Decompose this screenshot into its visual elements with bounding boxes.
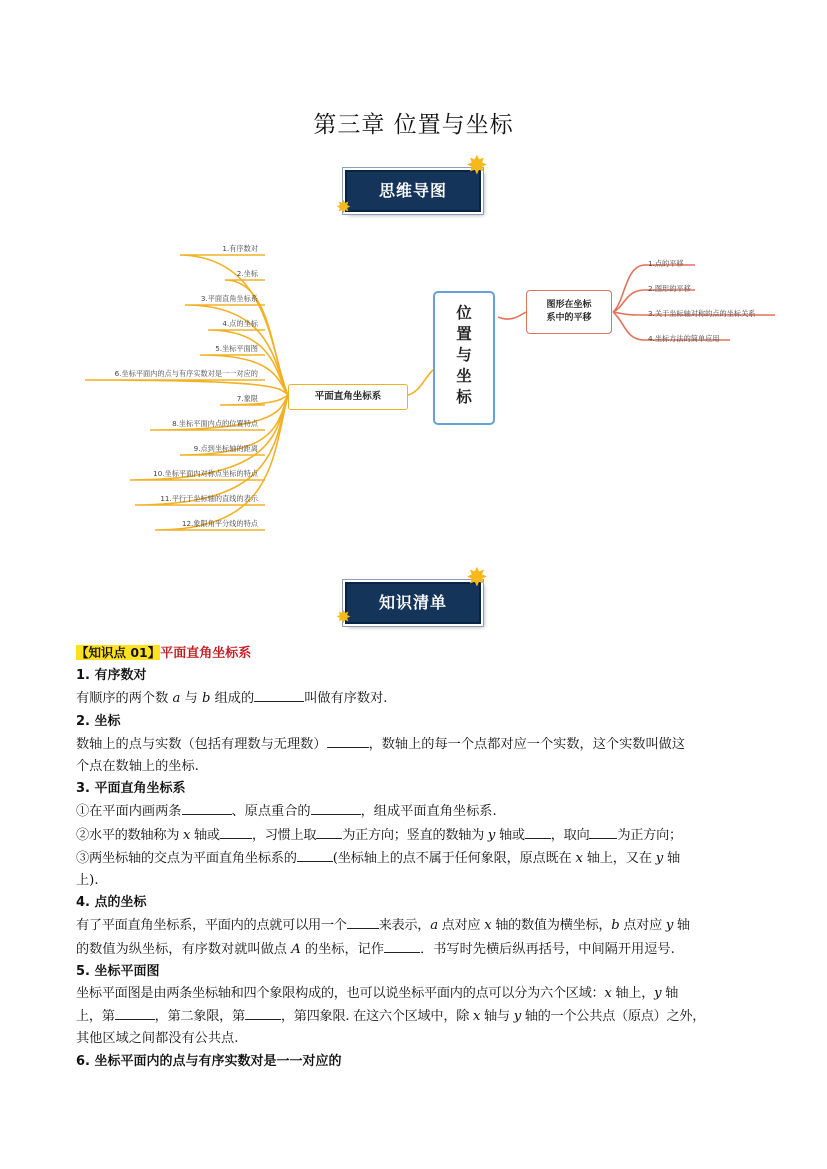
paragraph — [76, 824, 756, 847]
paragraph — [76, 800, 756, 823]
left-item: 6.坐标平面内的点与有序实数对是一一对应的 — [114, 369, 258, 378]
knowledge-banner: 知识清单 — [345, 582, 481, 624]
right-item: 1.点的平移 — [648, 259, 684, 268]
math-var: y — [665, 918, 674, 934]
text: 有顺序的两个数 — [76, 691, 173, 707]
fill-blank[interactable] — [115, 1005, 155, 1020]
section-title: 4. 点的坐标 — [76, 895, 147, 911]
text: 坐标平面图是由两条坐标轴和四个象限构成的，也可以说坐标平面内的点可以分为六个区域： — [76, 986, 605, 1002]
math-var: a — [430, 918, 438, 934]
left-item: 1.有序数对 — [222, 244, 258, 253]
text: 的坐标，记作 — [300, 941, 385, 957]
text: 轴的数值为横坐标， — [491, 918, 612, 934]
star-icon: ✸ — [466, 563, 488, 593]
paragraph — [76, 733, 756, 756]
paragraph — [76, 914, 756, 937]
mind-map — [80, 232, 780, 547]
center-node — [433, 291, 495, 425]
section-title: 1. 有序数对 — [76, 668, 147, 684]
fill-blank[interactable] — [245, 1005, 281, 1020]
text: 轴 — [661, 986, 679, 1002]
math-var: b — [201, 691, 211, 707]
center-char: 坐 — [456, 367, 472, 385]
page-title: 第三章 位置与坐标 — [313, 112, 514, 138]
fill-blank[interactable] — [327, 733, 369, 748]
paragraph: 个点在数轴上的坐标. — [76, 759, 199, 775]
text: ．书写时先横后纵再括号，中间隔开用逗号. — [420, 941, 675, 957]
text: 轴与 — [480, 1009, 514, 1025]
star-icon: ✸ — [466, 151, 488, 181]
math-var: A — [291, 941, 301, 957]
text: ，习惯上取 — [251, 827, 317, 843]
math-var: x — [604, 986, 612, 1002]
right-branch-text: 图形在坐标 — [546, 300, 592, 310]
math-var: y — [513, 1009, 521, 1025]
fill-blank[interactable] — [311, 800, 361, 815]
knowledge-point-tag: 【知识点 01】 — [76, 645, 161, 660]
fill-blank[interactable] — [525, 824, 551, 839]
left-item: 8.坐标平面内点的位置特点 — [172, 419, 258, 428]
star-icon: ✸ — [336, 197, 352, 218]
paragraph: 其他区域之间都没有公共点. — [76, 1031, 239, 1047]
knowledge-section — [76, 642, 756, 1073]
center-char: 标 — [456, 388, 472, 406]
right-item: 2.图形的平移 — [648, 284, 691, 293]
text: 、原点重合的 — [231, 804, 311, 820]
text: (坐标轴上的点不属于任何象限，原点既在 — [332, 850, 576, 866]
center-char: 与 — [456, 346, 472, 364]
center-char: 置 — [456, 325, 472, 343]
star-icon: ✸ — [336, 607, 352, 628]
math-var: a — [172, 691, 181, 707]
section-title: 2. 坐标 — [76, 713, 121, 729]
text: ①在平面内画两条 — [76, 804, 182, 820]
left-item: 5.坐标平面图 — [215, 344, 258, 353]
paragraph — [76, 983, 756, 1005]
math-var: x — [484, 918, 492, 934]
fill-blank[interactable] — [316, 824, 342, 839]
mindmap-banner: 思维导图 — [345, 170, 481, 212]
left-item: 2.坐标 — [236, 269, 258, 278]
right-branch-node — [526, 290, 612, 334]
right-item: 4.坐标方法的简单应用 — [648, 334, 720, 343]
left-item: 3.平面直角坐标系 — [200, 294, 258, 303]
paragraph: 上). — [76, 873, 99, 889]
math-var: y — [655, 850, 663, 866]
fill-blank[interactable] — [589, 824, 617, 839]
text: 上，第 — [76, 1009, 115, 1025]
text: 为正方向；竖直的数轴为 — [342, 827, 488, 843]
text: 组成的 — [210, 691, 255, 707]
text: 轴上，又在 — [582, 850, 656, 866]
right-branch-text: 系中的平移 — [546, 313, 592, 323]
left-branch-node: 平面直角坐标系 — [288, 384, 408, 410]
left-item: 10.坐标平面内对称点坐标的特点 — [153, 469, 258, 478]
text: ，组成平面直角坐标系. — [360, 804, 497, 820]
paragraph — [76, 1005, 756, 1028]
fill-blank[interactable] — [182, 800, 232, 815]
math-var: b — [611, 918, 620, 934]
fill-blank[interactable] — [297, 847, 333, 862]
text: ，取向 — [550, 827, 590, 843]
paragraph — [76, 938, 756, 961]
left-item: 4.点的坐标 — [222, 319, 258, 328]
section-title: 3. 平面直角坐标系 — [76, 781, 186, 797]
paragraph — [76, 687, 756, 710]
math-var: y — [654, 986, 662, 1002]
text: 的数值为纵坐标，有序数对就叫做点 — [76, 941, 292, 957]
knowledge-point-header — [76, 642, 756, 665]
left-item: 9.点到坐标轴的距离 — [193, 444, 258, 453]
math-var: x — [183, 827, 191, 843]
center-char: 位 — [456, 304, 472, 322]
text: 轴或 — [190, 827, 220, 843]
text: 数轴上的点与实数（包括有理数与无理数） — [76, 736, 327, 752]
math-var: x — [473, 1009, 481, 1025]
fill-blank[interactable] — [220, 824, 252, 839]
text: 轴或 — [495, 827, 525, 843]
math-var: x — [575, 850, 583, 866]
right-item: 3.关于坐标轴对称的点的坐标关系 — [648, 309, 756, 318]
fill-blank[interactable] — [384, 938, 420, 953]
text: 点对应 — [619, 918, 666, 934]
text: 轴上， — [611, 986, 655, 1002]
text: 点对应 — [437, 918, 485, 934]
left-item: 11.平行于坐标轴的直线的表示 — [160, 494, 258, 503]
fill-blank[interactable] — [347, 914, 379, 929]
text: 轴 — [673, 918, 690, 934]
text: ，第二象限，第 — [154, 1009, 245, 1025]
math-var: y — [487, 827, 496, 843]
text: 为正方向； — [617, 827, 682, 843]
left-item: 12.象限角平分线的特点 — [181, 519, 258, 528]
section-title: 5. 坐标平面图 — [76, 963, 160, 979]
text: ③两坐标轴的交点为平面直角坐标系的 — [76, 850, 297, 866]
fill-blank[interactable] — [254, 687, 304, 702]
section-title: 6. 坐标平面内的点与有序实数对是一一对应的 — [76, 1053, 342, 1069]
text: 轴的一个公共点（原点）之外， — [520, 1009, 706, 1025]
text: ，第四象限. 在这六个区域中，除 — [280, 1009, 473, 1025]
left-item: 7.象限 — [236, 394, 258, 403]
text: 轴 — [662, 850, 680, 866]
text: 与 — [180, 691, 202, 707]
paragraph — [76, 847, 756, 870]
knowledge-point-title: 平面直角坐标系 — [160, 646, 252, 661]
text: 叫做有序数对. — [304, 691, 388, 707]
text: ，数轴上的每一个点都对应一个实数，这个实数叫做这 — [368, 736, 686, 752]
text: 来表示， — [378, 918, 431, 934]
text: 有了平面直角坐标系，平面内的点就可以用一个 — [76, 918, 347, 934]
text: ②水平的数轴称为 — [76, 827, 183, 843]
